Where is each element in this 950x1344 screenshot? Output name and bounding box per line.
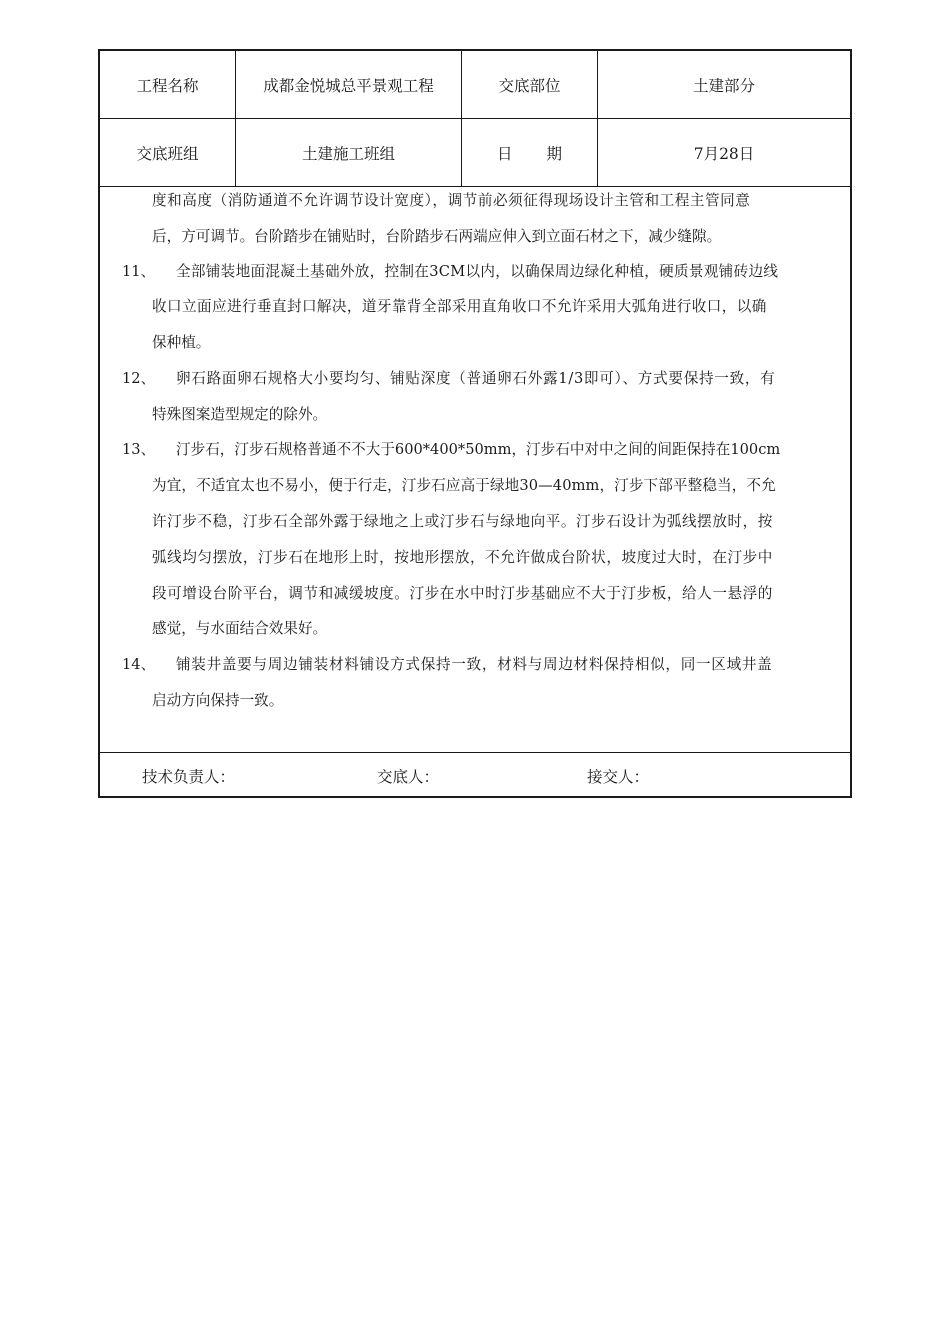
- team-value: 土建施工班组: [236, 119, 462, 186]
- item-line: 感觉，与水面结合效果好。: [152, 620, 328, 637]
- item-line: 卵石路面卵石规格大小要均匀、铺贴深度（普通卵石外露1/3即可）、方式要保持一致，有: [176, 370, 776, 387]
- continuation-line: 后，方可调节。台阶踏步在铺贴时，台阶踏步石两端应伸入到立面石材之下，减少缝隙。: [152, 228, 722, 245]
- date-value: 7月28日: [693, 144, 755, 163]
- date-label-cell: [462, 119, 598, 186]
- item-line: 收口立面应进行垂直封口解决，道牙靠背全部采用直角收口不允许采用大弧角进行收口，以确: [152, 298, 767, 315]
- project-name-label: 工程名称: [100, 51, 236, 118]
- item-line: 段可增设台阶平台，调节和减缓坡度。汀步在水中时汀步基础应不大于汀步板，给人一悬浮的: [152, 585, 773, 602]
- location-value: 土建部分: [692, 76, 755, 95]
- signature-row: [100, 752, 850, 797]
- disclosure-content: [100, 187, 850, 752]
- date-label: 日期: [496, 144, 596, 163]
- continuation-line: 度和高度（消防通道不允许调节设计宽度），调节前必须征得现场设计主管和工程主管同意: [152, 192, 751, 209]
- item-number: 14、: [122, 656, 156, 673]
- team-label: 交底班组: [100, 119, 236, 186]
- location-label: 交底部位: [462, 51, 598, 118]
- item-line: 为宜，不适宜太也不易小，便于行走，汀步石应高于绿地30—40mm，汀步下部平整稳当，不允: [152, 477, 776, 494]
- project-name-value: 成都金悦城总平景观工程: [236, 51, 462, 118]
- item-line: 弧线均匀摆放，汀步石在地形上时，按地形摆放，不允许做成台阶状，坡度过大时，在汀步中: [152, 549, 773, 566]
- disclosure-form: [98, 49, 852, 798]
- item-number: 11、: [122, 263, 156, 280]
- item-number: 12、: [122, 370, 156, 387]
- item-line: 保种植。: [152, 334, 211, 351]
- tech-lead-signature-label: 技术负责人：: [142, 768, 236, 786]
- header-row-project: [100, 51, 850, 119]
- item-line: 全部铺装地面混凝土基础外放，控制在3CM以内，以确保周边绿化种植，硬质景观铺砖边线: [176, 263, 779, 280]
- header-row-team: [100, 119, 850, 187]
- receiver-signature-label: 接交人：: [587, 768, 650, 786]
- item-number: 13、: [122, 441, 156, 458]
- item-line: 启动方向保持一致。: [152, 692, 284, 709]
- item-line: 许汀步不稳，汀步石全部外露于绿地之上或汀步石与绿地向平。汀步石设计为弧线摆放时，按: [152, 513, 773, 530]
- presenter-signature-label: 交底人：: [377, 768, 440, 786]
- item-line: 特殊图案造型规定的除外。: [152, 406, 328, 423]
- item-line: 汀步石，汀步石规格普通不不大于600*400*50mm，汀步石中对中之间的间距保持在100cm: [176, 441, 781, 458]
- item-line: 铺装井盖要与周边铺装材料铺设方式保持一致，材料与周边材料保持相似，同一区域井盖: [176, 656, 773, 673]
